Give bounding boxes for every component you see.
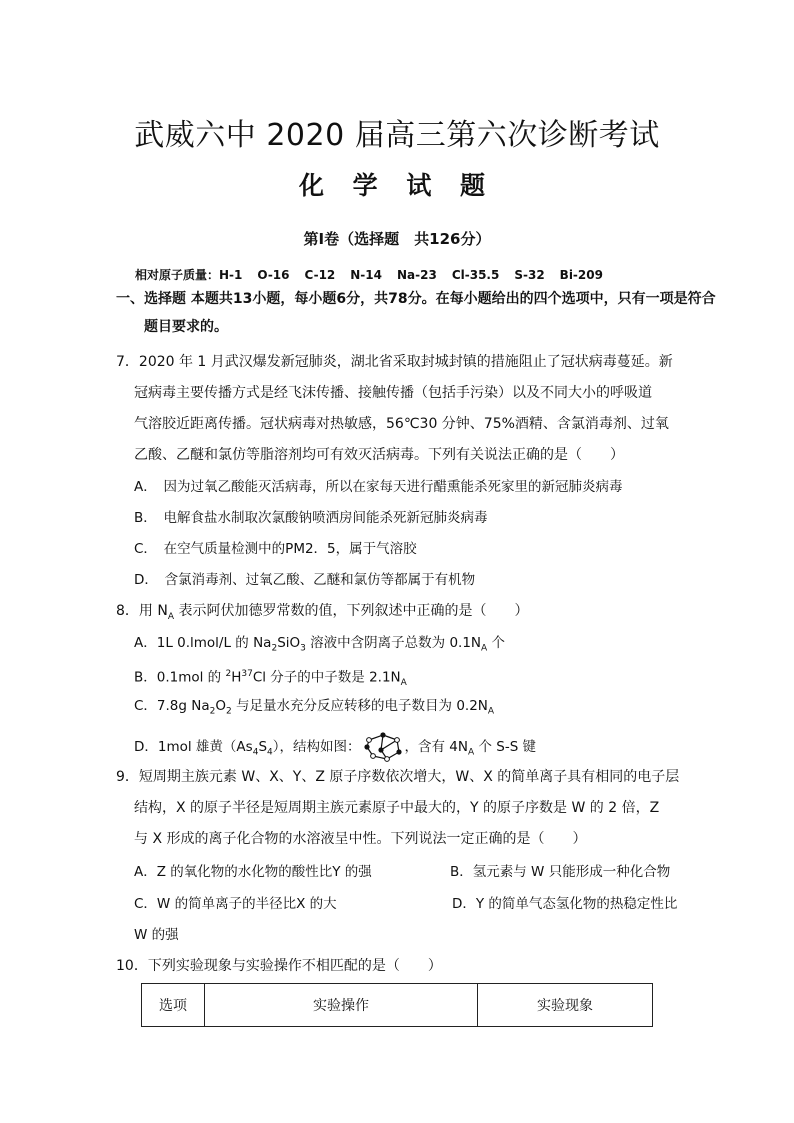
mass-item: C-12 — [304, 268, 336, 282]
q8-d-part: ，含有 4N — [404, 739, 468, 755]
q8-c-sub: 2 — [209, 706, 216, 717]
q8-b-sup: 2 — [225, 669, 232, 679]
q8-option-b — [134, 664, 407, 693]
q8-option-a — [134, 633, 505, 659]
q7-stem-line-3: 气溶胶近距离传播。冠状病毒对热敏感，56℃30 分钟、75%酒精、含氯消毒剂、过氧 — [134, 416, 669, 432]
table-header-operation: 实验操作 — [205, 984, 478, 1027]
q8-option-d — [134, 732, 536, 763]
q9-option-a: A．Z 的氧化物的水化物的酸性比Y 的强 — [134, 864, 372, 880]
exam-title: 武威六中 2020 届高三第六次诊断考试 — [134, 118, 660, 153]
q9-stem-line-1: 9．短周期主族元素 W、X、Y、Z 原子序数依次增大，W、X 的简单离子具有相同的电子层 — [116, 769, 680, 785]
table-header-row — [142, 984, 653, 1027]
mass-item: S-32 — [514, 268, 545, 282]
q8-stem — [116, 601, 528, 627]
q8-b-part: Cl 分子的中子数是 2.1N — [252, 669, 401, 686]
q8-b-part: H — [231, 669, 242, 686]
q8-d-part: 个 S-S 键 — [474, 739, 537, 755]
mass-item: Cl-35.5 — [451, 268, 500, 282]
q8-b-sup: 37 — [241, 669, 253, 679]
q8-d-sub: 4 — [252, 747, 259, 758]
atomic-masses — [135, 266, 618, 283]
mass-item: N-14 — [350, 268, 382, 282]
section-title: 第Ⅰ卷（选择题 共126分） — [303, 230, 491, 248]
subject-title: 化 学 试 题 — [298, 171, 496, 200]
q8-c-part: O — [215, 698, 227, 714]
q8-c-sub: A — [487, 706, 495, 717]
q8-a-part: A．1L 0.lmol/L 的 Na — [134, 635, 272, 651]
mass-item: Bi-209 — [559, 268, 603, 282]
mass-item: H-1 — [219, 268, 243, 282]
q8-b-sub: A — [400, 678, 407, 689]
q8-a-sub: 2 — [271, 643, 278, 654]
as4s4-structure-icon — [361, 732, 405, 762]
instruction-line-2: 题目要求的。 — [144, 319, 228, 335]
q8-option-c — [134, 696, 494, 722]
q8-stem-text-2: 表示阿伏加德罗常数的值，下列叙述中正确的是（ ） — [174, 603, 529, 619]
q7-option-a: A． 因为过氧乙酸能灭活病毒，所以在家每天进行醋熏能杀死家里的新冠肺炎病毒 — [134, 479, 623, 495]
q8-c-part: C．7.8g Na — [134, 698, 210, 714]
q7-option-b: B． 电解食盐水制取次氯酸钠喷洒房间能杀死新冠肺炎病毒 — [134, 510, 488, 526]
q8-a-part: 个 — [487, 635, 505, 651]
q8-stem-text: 8．用 N — [116, 603, 168, 619]
q9-option-d: D．Y 的简单气态氢化物的热稳定性比 — [452, 896, 678, 912]
q8-stem-sub: A — [167, 611, 175, 622]
q9-option-b: B．氢元素与 W 只能形成一种化合物 — [450, 864, 671, 880]
q9-stem-line-3: 与 X 形成的离子化合物的水溶液呈中性。下列说法一定正确的是（ ） — [134, 831, 587, 847]
table-header-option: 选项 — [142, 984, 205, 1027]
q9-option-c: C．W 的简单离子的半径比X 的大 — [134, 896, 337, 912]
q8-a-part: SiO — [277, 635, 301, 651]
q8-a-sub: A — [481, 643, 488, 654]
q8-d-sub: A — [468, 747, 475, 758]
q7-stem-line-4: 乙酸、乙醚和氯仿等脂溶剂均可有效灭活病毒。下列有关说法正确的是（ ） — [134, 447, 624, 463]
q10-table — [141, 983, 653, 1027]
q8-d-part: D．1mol 雄黄（As — [134, 739, 253, 755]
q7-option-d: D． 含氯消毒剂、过氧乙酸、乙醚和氯仿等都属于有机物 — [134, 572, 476, 588]
q8-c-sub: 2 — [226, 706, 232, 717]
q8-a-part: 溶液中含阴离子总数为 0.1N — [305, 635, 482, 651]
q9-option-d-cont: W 的强 — [134, 927, 179, 943]
q8-c-part: 与足量水充分反应转移的电子数目为 0.2N — [231, 698, 488, 714]
table-header-phenomenon: 实验现象 — [478, 984, 653, 1027]
q7-option-c: C． 在空气质量检测中的PM2．5，属于气溶胶 — [134, 541, 417, 557]
q8-d-part: ），结构如图： — [272, 739, 361, 755]
q8-d-sub: 4 — [267, 747, 273, 758]
q7-stem-line-1: 7．2020 年 1 月武汉爆发新冠肺炎，湖北省采取封城封镇的措施阻止了冠状病毒蔓延。新 — [116, 354, 673, 370]
mass-item: O-16 — [257, 268, 290, 282]
q8-d-part: S — [258, 739, 268, 755]
atomic-masses-label: 相对原子质量： — [135, 268, 220, 282]
q8-a-sub: 3 — [300, 643, 306, 654]
q7-stem-line-2: 冠病毒主要传播方式是经飞沫传播、接触传播（包括手污染）以及不同大小的呼吸道 — [134, 385, 652, 401]
q10-stem: 10．下列实验现象与实验操作不相匹配的是（ ） — [116, 958, 442, 974]
q8-b-part: B．0.1mol 的 — [134, 669, 226, 686]
mass-item: Na-23 — [397, 268, 437, 282]
q9-stem-line-2: 结构，X 的原子半径是短周期主族元素原子中最大的，Y 的原子序数是 W 的 2 倍，Z — [134, 800, 660, 816]
instruction-line-1: 一、选择题 本题共13小题，每小题6分，共78分。在每小题给出的四个选项中，只有一项是符合 — [116, 291, 716, 307]
